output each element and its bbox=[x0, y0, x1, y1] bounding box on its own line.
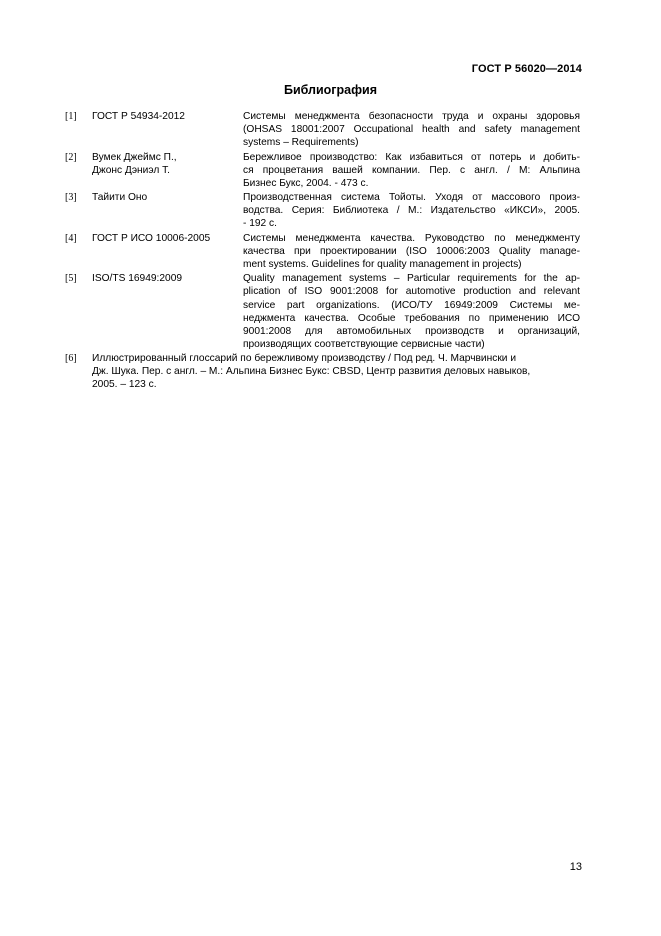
entry-description bbox=[243, 232, 580, 271]
source-line: Тайити Оно bbox=[92, 192, 148, 204]
entry-number: [2] bbox=[65, 151, 77, 163]
source-line: ISO/TS 16949:2009 bbox=[92, 273, 183, 285]
bibliography-entry bbox=[65, 272, 580, 351]
entry-number: [5] bbox=[65, 273, 77, 285]
description-line: (OHSAS 18001:2007 Occupational health and safety management bbox=[243, 124, 580, 136]
entry-number: [6] bbox=[65, 353, 77, 365]
description-line: Бережливое производство: Как избавиться от потерь и добить- bbox=[243, 151, 580, 163]
bibliography-entry bbox=[65, 110, 580, 149]
entry-source bbox=[92, 272, 242, 285]
description-line: 9001:2008 для автомобильных производств и организаций, bbox=[243, 325, 580, 337]
description-line: водства. Серия: Библиотека / М.: Издательство «ИКСИ», 2005. bbox=[243, 205, 580, 217]
description-line: Quality management systems – Particular requirements for the ap- bbox=[243, 273, 580, 285]
description-line: plication of ISO 9001:2008 for automotive production and relevant bbox=[243, 286, 580, 298]
entry-description bbox=[243, 191, 580, 230]
entry-number: [1] bbox=[65, 111, 77, 122]
entry-description bbox=[243, 110, 580, 149]
entry-source bbox=[92, 151, 242, 177]
source-line: ГОСТ Р 54934-2012 bbox=[92, 111, 185, 122]
bibliography-entry bbox=[65, 151, 580, 190]
description-line: ся процветания вашей компании. Пер. с англ. / М: Альпина bbox=[243, 164, 580, 176]
description-line: 2005. – 123 с. bbox=[92, 379, 157, 391]
description-line: service part organizations. (ИСО/ТУ 16949:2009 Системы ме- bbox=[243, 299, 580, 311]
description-line: производящих соответствующие сервисные части) bbox=[243, 338, 485, 350]
entry-number: [3] bbox=[65, 192, 77, 204]
entry-description bbox=[92, 352, 580, 391]
standard-code: ГОСТ Р 56020—2014 bbox=[471, 63, 582, 75]
description-line: Производственная система Тойоты. Уходя от массового произ- bbox=[243, 192, 580, 204]
page-number: 13 bbox=[569, 861, 582, 873]
description-line: Системы менеджмента безопасности труда и охраны здоровья bbox=[243, 111, 580, 122]
entry-description bbox=[243, 272, 580, 351]
bibliography-list bbox=[65, 110, 580, 393]
description-line: Дж. Шука. Пер. с англ. – М.: Альпина Бизнес Букс: CBSD, Центр развития деловых навыков, bbox=[92, 366, 531, 378]
page-title: Библиография bbox=[283, 83, 378, 97]
description-line: качества при проектировании (ISO 10006:2003 Quality manage- bbox=[243, 245, 580, 257]
description-line: Иллюстрированный глоссарий по бережливому производству / Под ред. Ч. Марчвински и bbox=[92, 353, 517, 365]
bibliography-entry bbox=[65, 232, 580, 271]
description-line: ment systems. Guidelines for quality management in projects) bbox=[243, 258, 522, 270]
source-line: ГОСТ Р ИСО 10006-2005 bbox=[92, 232, 211, 244]
entry-source bbox=[92, 110, 242, 123]
entry-description bbox=[243, 151, 580, 190]
entry-source bbox=[92, 191, 242, 204]
entry-number: [4] bbox=[65, 232, 77, 244]
entry-source bbox=[92, 232, 242, 245]
bibliography-entry bbox=[65, 352, 580, 391]
description-line: неджмента качества. Особые требования по применению ИСО bbox=[243, 312, 580, 324]
bibliography-entry bbox=[65, 191, 580, 230]
description-line: - 192 с. bbox=[243, 218, 277, 230]
description-line: Бизнес Букс, 2004. - 473 с. bbox=[243, 177, 369, 189]
description-line: systems – Requirements) bbox=[243, 137, 359, 149]
source-line: Джонс Дэниэл Т. bbox=[92, 164, 171, 176]
description-line: Системы менеджмента качества. Руководство по менеджменту bbox=[243, 232, 580, 244]
source-line: Вумек Джеймс П., bbox=[92, 151, 177, 163]
